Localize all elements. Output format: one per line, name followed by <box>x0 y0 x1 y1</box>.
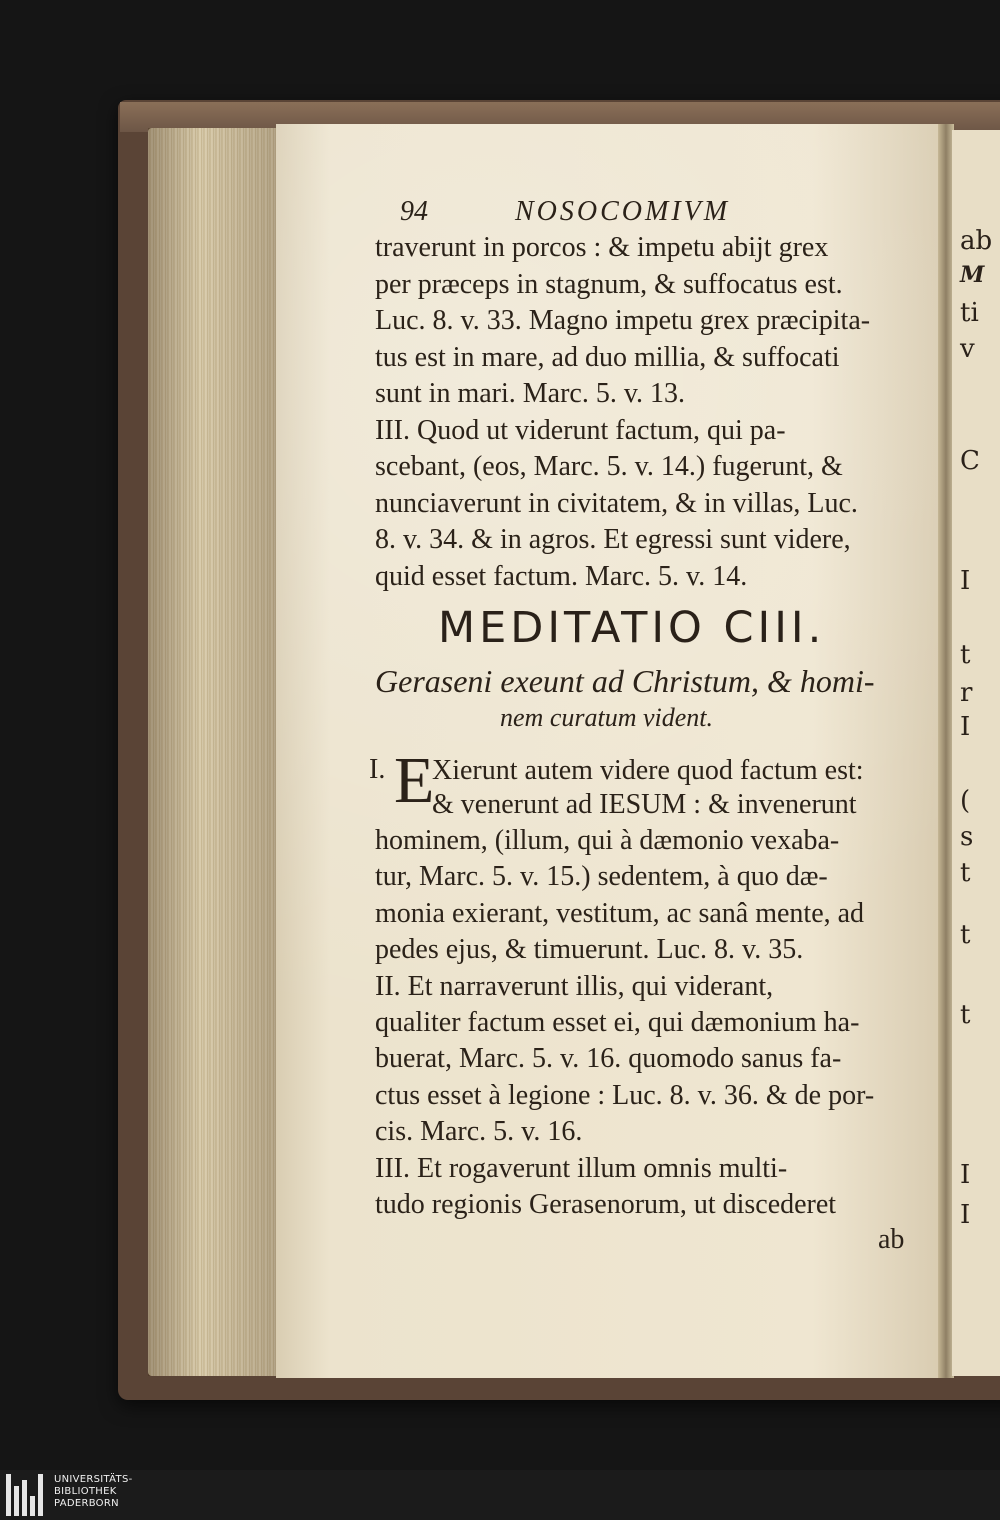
text-line: tus est in mare, ad duo millia, & suffocati <box>375 341 840 373</box>
text-line: hominem, (illum, qui à dæmonio vexaba- <box>375 825 840 856</box>
text-line: qualiter factum esset ei, qui dæmonium ha- <box>375 1007 860 1038</box>
page-edges-shade <box>148 128 280 1376</box>
text-line: tudo regionis Gerasenorum, ut discederet <box>375 1189 837 1220</box>
page-number: 94 <box>400 196 428 227</box>
right-page-fragment: t <box>960 920 971 950</box>
running-head: NOSOCOMIVM <box>515 196 731 227</box>
text-line: tur, Marc. 5. v. 15.) sedentem, à quo dæ- <box>375 861 828 893</box>
library-name-line1: UNIVERSITÄTS- <box>54 1474 133 1485</box>
text-line: & venerunt ad IESUM : & invenerunt <box>432 789 857 820</box>
right-page-fragment: t <box>960 1000 971 1030</box>
right-page-fragment: t <box>960 858 971 888</box>
right-page-fragment: ab <box>960 226 993 256</box>
library-logo-icon <box>6 1474 48 1516</box>
text-line: pedes ejus, & timuerunt. Luc. 8. v. 35. <box>375 934 804 966</box>
text-line: monia exierant, vestitum, ac sanâ mente, ad <box>375 897 865 929</box>
meditation-title: MEDITATIO CIII. <box>438 603 826 653</box>
right-page-fragment: I <box>960 712 971 742</box>
text-line: Luc. 8. v. 33. Magno impetu grex præcipita- <box>375 305 871 336</box>
text-line: quid esset factum. Marc. 5. v. 14. <box>375 560 748 592</box>
text-line: 8. v. 34. & in agros. Et egressi sunt videre, <box>375 524 851 555</box>
drop-cap: E <box>394 744 435 817</box>
library-name-line3: PADERBORN <box>54 1498 119 1509</box>
text-line: buerat, Marc. 5. v. 16. quomodo sanus fa- <box>375 1043 842 1075</box>
text-line: II. Et narraverunt illis, qui viderant, <box>375 970 774 1002</box>
text-line: Xierunt autem videre quod factum est: <box>432 755 864 786</box>
text-line: per præceps in stagnum, & suffocatus est. <box>375 268 843 300</box>
paragraph-number: I. <box>369 754 386 785</box>
meditation-subtitle-line2: nem curatum vident. <box>500 703 714 732</box>
text-line: scebant, (eos, Marc. 5. v. 14.) fugerunt, & <box>375 451 843 482</box>
text-line: nunciaverunt in civitatem, & in villas, Luc. <box>375 487 858 519</box>
catchword: ab <box>878 1224 905 1255</box>
right-page-fragment: C <box>960 446 980 476</box>
right-page-fragment: M <box>960 262 985 288</box>
right-page-fragment: ti <box>960 298 979 328</box>
text-line: cis. Marc. 5. v. 16. <box>375 1116 583 1148</box>
text-line: III. Quod ut viderunt factum, qui pa- <box>375 414 786 446</box>
library-name-line2: BIBLIOTHEK <box>54 1486 117 1497</box>
text-line: ctus esset à legione : Luc. 8. v. 36. & de por- <box>375 1079 875 1111</box>
text-line: III. Et rogaverunt illum omnis multi- <box>375 1152 788 1184</box>
meditation-subtitle-line1: Geraseni exeunt ad Christum, & homi- <box>375 663 875 699</box>
text-line: traverunt in porcos : & impetu abijt grex <box>375 232 829 263</box>
right-page-fragment: I <box>960 1160 971 1190</box>
right-page-fragment: r <box>960 678 973 708</box>
text-line: sunt in mari. Marc. 5. v. 13. <box>375 378 686 409</box>
right-page-fragment: I <box>960 1200 971 1230</box>
right-page-fragment: ( <box>960 786 971 816</box>
right-page-fragment: I <box>960 566 971 596</box>
footer-bar <box>0 1470 1000 1520</box>
right-page-fragment: s <box>960 822 974 852</box>
right-page-fragment: v <box>960 334 975 364</box>
right-page-fragment: t <box>960 640 971 670</box>
